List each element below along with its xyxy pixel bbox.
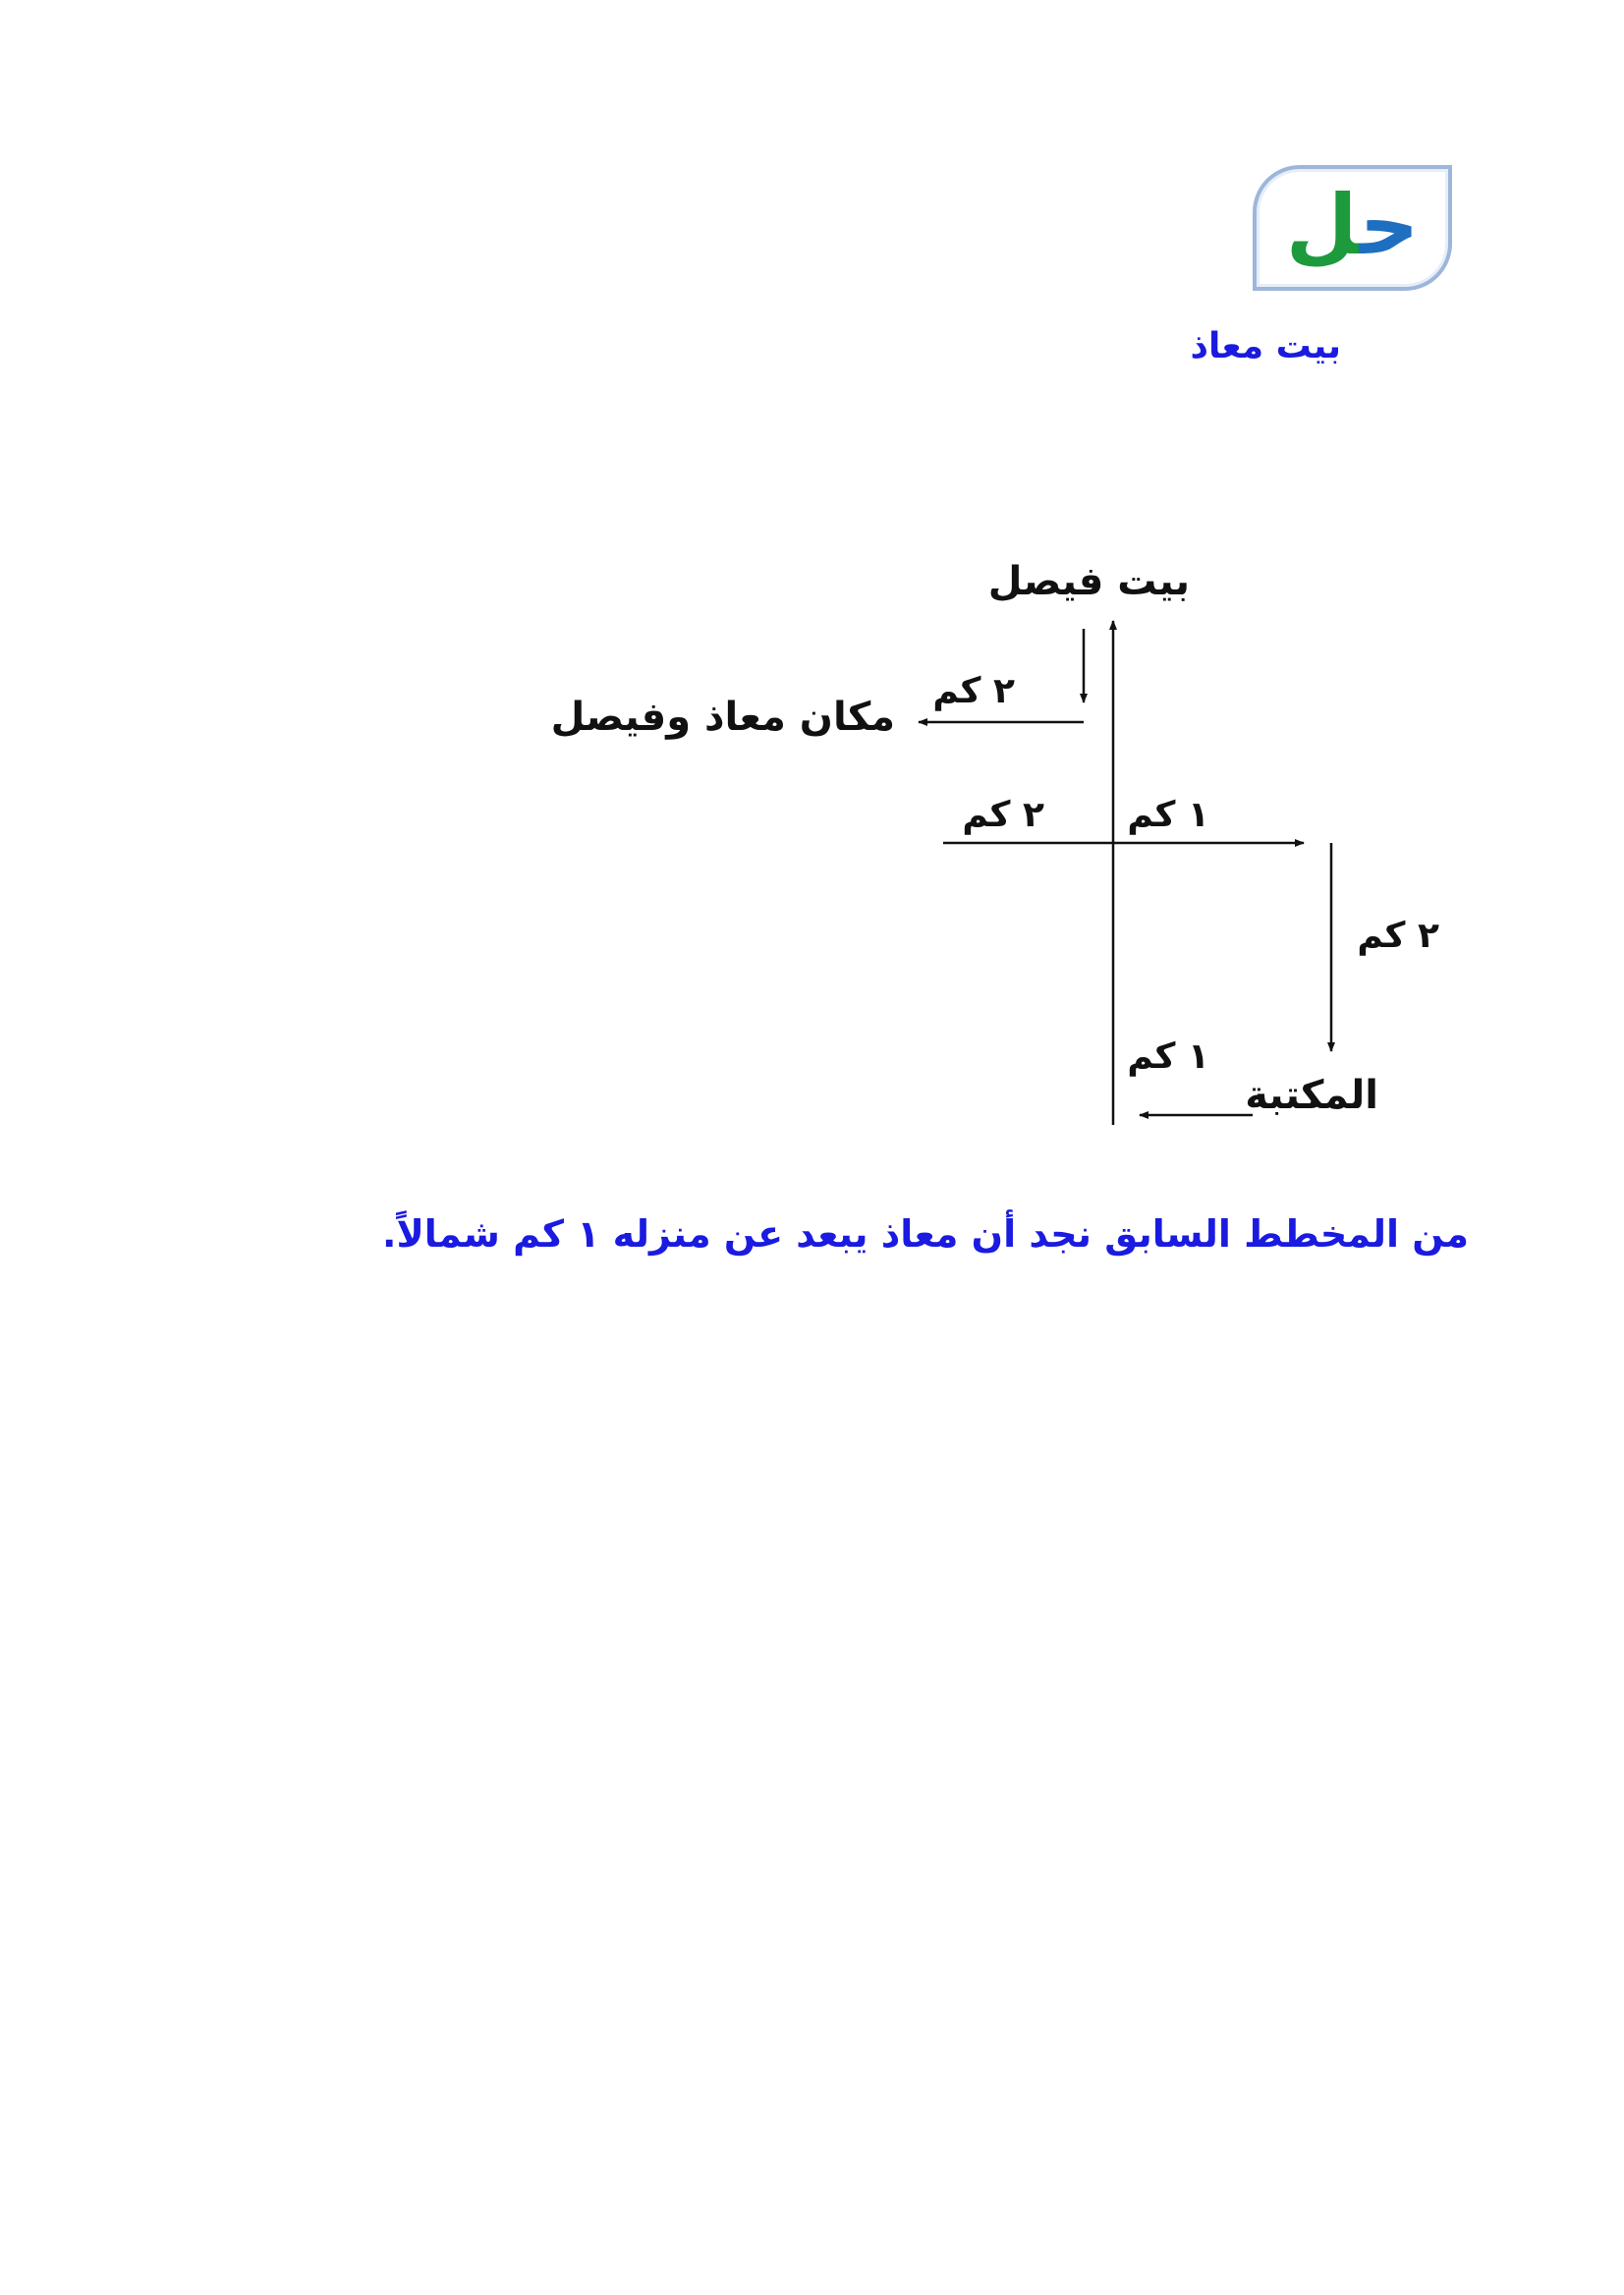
distance-top-left: ٢ كم	[932, 671, 1015, 711]
faisal-house-label: بيت فيصل	[987, 559, 1190, 604]
muadh-house-label: بيت معاذ	[1190, 326, 1341, 366]
library-label: المكتبة	[1245, 1073, 1378, 1118]
badge-letter-lam: ل	[1285, 177, 1360, 273]
distance-bottom: ١ كم	[1127, 1036, 1209, 1077]
distance-mid-right: ١ كم	[1127, 795, 1209, 835]
badge-letter-ha: ح	[1359, 177, 1420, 273]
meeting-place-label: مكان معاذ وفيصل	[550, 695, 895, 740]
distance-right: ٢ كم	[1357, 916, 1439, 956]
distance-mid-left: ٢ كم	[962, 795, 1044, 835]
conclusion-text: من المخطط السابق نجد أن معاذ يبعد عن منزله ١ كم شمالاً.	[382, 1212, 1469, 1256]
